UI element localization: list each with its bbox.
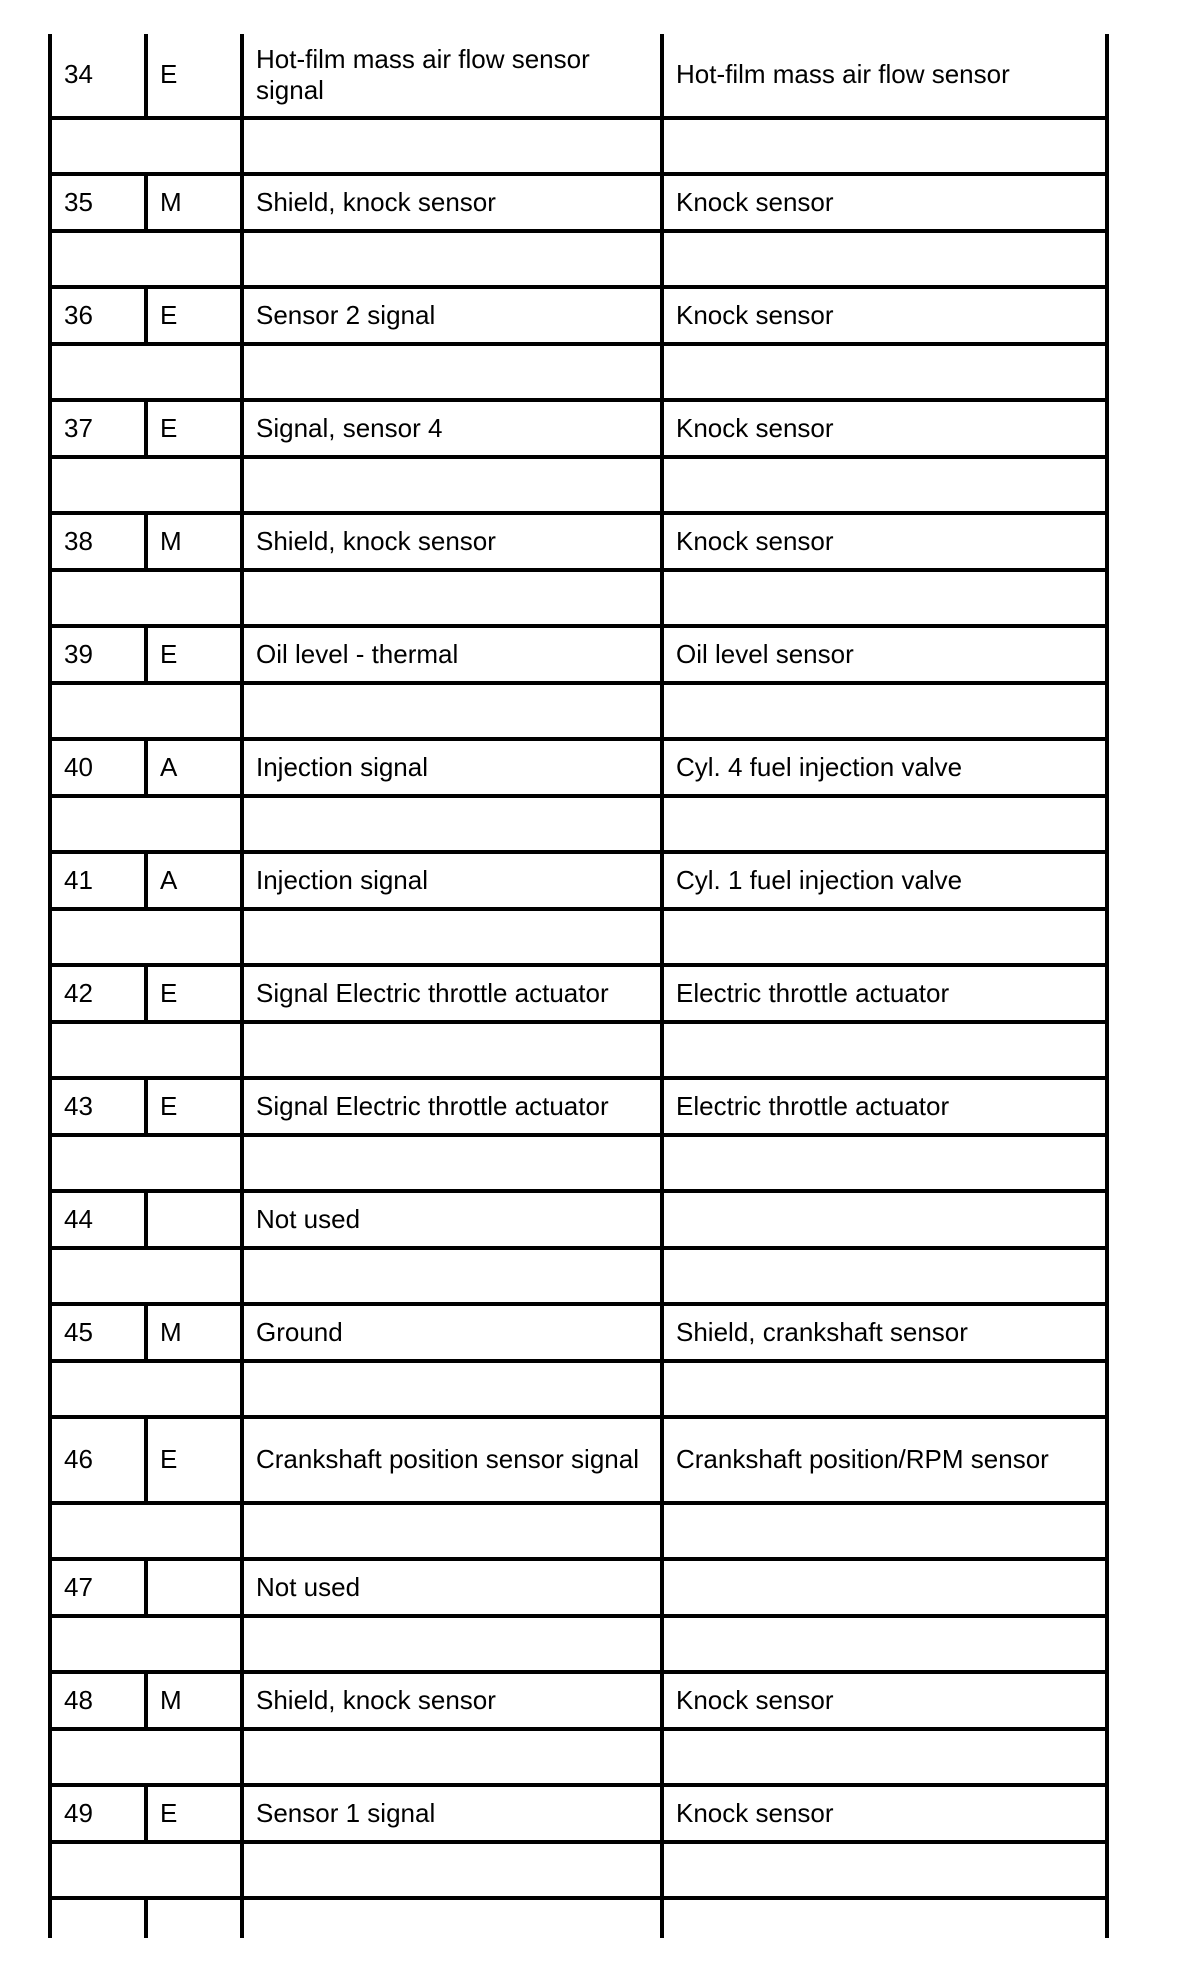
spacer-cell xyxy=(50,231,242,287)
pin-number-cell: 45 xyxy=(50,1304,146,1361)
spacer-cell xyxy=(50,1135,242,1191)
component-cell xyxy=(662,1559,1107,1616)
description-cell: Shield, knock sensor xyxy=(242,513,662,570)
spacer-cell xyxy=(662,231,1107,287)
spacer-row xyxy=(50,909,1107,965)
component-cell: Shield, crankshaft sensor xyxy=(662,1304,1107,1361)
signal-type-cell: E xyxy=(146,965,242,1022)
spacer-cell xyxy=(50,1248,242,1304)
description-cell: Ground xyxy=(242,1304,662,1361)
component-cell: Knock sensor xyxy=(662,1785,1107,1842)
pin-number-cell: 48 xyxy=(50,1672,146,1729)
pin-number-cell: 37 xyxy=(50,400,146,457)
spacer-cell xyxy=(242,796,662,852)
spacer-cell xyxy=(242,1248,662,1304)
table-row xyxy=(50,852,1107,909)
spacer-cell xyxy=(242,909,662,965)
spacer-cell xyxy=(242,1842,662,1898)
continuation-cell xyxy=(662,1898,1107,1938)
continuation-cell xyxy=(242,1898,662,1938)
component-cell: Electric throttle actuator xyxy=(662,1078,1107,1135)
spacer-row xyxy=(50,1616,1107,1672)
spacer-cell xyxy=(662,1842,1107,1898)
pin-number-cell: 40 xyxy=(50,739,146,796)
table-row xyxy=(50,626,1107,683)
table-row xyxy=(50,1304,1107,1361)
pin-assignment-table xyxy=(48,34,1109,1938)
pin-table-body xyxy=(50,34,1107,1938)
spacer-cell xyxy=(662,1248,1107,1304)
table-row xyxy=(50,34,1107,118)
description-cell: Sensor 1 signal xyxy=(242,1785,662,1842)
spacer-row xyxy=(50,1022,1107,1078)
pin-number-cell: 42 xyxy=(50,965,146,1022)
spacer-row xyxy=(50,231,1107,287)
spacer-cell xyxy=(50,1616,242,1672)
pin-number-cell: 39 xyxy=(50,626,146,683)
spacer-cell xyxy=(242,1503,662,1559)
signal-type-cell: E xyxy=(146,1078,242,1135)
table-row xyxy=(50,965,1107,1022)
spacer-cell xyxy=(662,1503,1107,1559)
component-cell: Electric throttle actuator xyxy=(662,965,1107,1022)
component-cell: Knock sensor xyxy=(662,400,1107,457)
signal-type-cell: A xyxy=(146,739,242,796)
spacer-cell xyxy=(662,1616,1107,1672)
component-cell: Hot-film mass air flow sensor xyxy=(662,34,1107,118)
signal-type-cell: E xyxy=(146,34,242,118)
spacer-cell xyxy=(242,1022,662,1078)
spacer-row xyxy=(50,1248,1107,1304)
spacer-cell xyxy=(662,683,1107,739)
spacer-cell xyxy=(662,344,1107,400)
component-cell: Knock sensor xyxy=(662,1672,1107,1729)
pin-number-cell: 35 xyxy=(50,174,146,231)
component-cell: Oil level sensor xyxy=(662,626,1107,683)
description-cell: Crankshaft position sensor signal xyxy=(242,1417,662,1503)
description-cell: Signal, sensor 4 xyxy=(242,400,662,457)
table-row xyxy=(50,1559,1107,1616)
spacer-cell xyxy=(242,118,662,174)
spacer-cell xyxy=(50,570,242,626)
spacer-cell xyxy=(50,909,242,965)
spacer-cell xyxy=(242,344,662,400)
spacer-cell xyxy=(662,1729,1107,1785)
spacer-cell xyxy=(50,1503,242,1559)
pin-number-cell: 47 xyxy=(50,1559,146,1616)
continuation-cell xyxy=(50,1898,146,1938)
spacer-cell xyxy=(50,683,242,739)
spacer-cell xyxy=(662,796,1107,852)
signal-type-cell: E xyxy=(146,1785,242,1842)
pin-number-cell: 46 xyxy=(50,1417,146,1503)
spacer-row xyxy=(50,1842,1107,1898)
component-cell: Knock sensor xyxy=(662,174,1107,231)
table-row xyxy=(50,513,1107,570)
spacer-cell xyxy=(242,683,662,739)
spacer-cell xyxy=(662,457,1107,513)
component-cell: Cyl. 1 fuel injection valve xyxy=(662,852,1107,909)
description-cell: Sensor 2 signal xyxy=(242,287,662,344)
table-row xyxy=(50,1078,1107,1135)
description-cell: Signal Electric throttle actuator xyxy=(242,965,662,1022)
pin-number-cell: 34 xyxy=(50,34,146,118)
signal-type-cell: M xyxy=(146,174,242,231)
signal-type-cell xyxy=(146,1559,242,1616)
pin-number-cell: 41 xyxy=(50,852,146,909)
table-row xyxy=(50,1191,1107,1248)
spacer-cell xyxy=(662,1135,1107,1191)
spacer-cell xyxy=(662,1361,1107,1417)
spacer-row xyxy=(50,1729,1107,1785)
component-cell: Knock sensor xyxy=(662,513,1107,570)
spacer-row xyxy=(50,683,1107,739)
table-row xyxy=(50,739,1107,796)
signal-type-cell xyxy=(146,1191,242,1248)
signal-type-cell: E xyxy=(146,400,242,457)
signal-type-cell: M xyxy=(146,1672,242,1729)
spacer-row xyxy=(50,570,1107,626)
spacer-cell xyxy=(50,344,242,400)
spacer-row xyxy=(50,344,1107,400)
table-row xyxy=(50,1417,1107,1503)
description-cell: Oil level - thermal xyxy=(242,626,662,683)
spacer-cell xyxy=(662,909,1107,965)
pin-number-cell: 43 xyxy=(50,1078,146,1135)
spacer-cell xyxy=(242,231,662,287)
spacer-cell xyxy=(242,1135,662,1191)
spacer-cell xyxy=(50,1842,242,1898)
description-cell: Shield, knock sensor xyxy=(242,1672,662,1729)
description-cell: Not used xyxy=(242,1191,662,1248)
spacer-cell xyxy=(242,1361,662,1417)
spacer-cell xyxy=(50,118,242,174)
spacer-cell xyxy=(662,118,1107,174)
spacer-row xyxy=(50,1361,1107,1417)
component-cell: Cyl. 4 fuel injection valve xyxy=(662,739,1107,796)
description-cell: Injection signal xyxy=(242,739,662,796)
spacer-cell xyxy=(50,1361,242,1417)
pin-number-cell: 44 xyxy=(50,1191,146,1248)
component-cell xyxy=(662,1191,1107,1248)
spacer-row xyxy=(50,1135,1107,1191)
spacer-row xyxy=(50,1503,1107,1559)
spacer-cell xyxy=(50,796,242,852)
component-cell: Knock sensor xyxy=(662,287,1107,344)
signal-type-cell: E xyxy=(146,626,242,683)
description-cell: Injection signal xyxy=(242,852,662,909)
table-continuation-row xyxy=(50,1898,1107,1938)
spacer-cell xyxy=(662,570,1107,626)
table-row xyxy=(50,1785,1107,1842)
description-cell: Hot-film mass air flow sensor signal xyxy=(242,34,662,118)
continuation-cell xyxy=(146,1898,242,1938)
component-cell: Crankshaft position/RPM sensor xyxy=(662,1417,1107,1503)
spacer-row xyxy=(50,457,1107,513)
description-cell: Not used xyxy=(242,1559,662,1616)
spacer-cell xyxy=(242,1729,662,1785)
table-row xyxy=(50,1672,1107,1729)
signal-type-cell: A xyxy=(146,852,242,909)
spacer-cell xyxy=(50,1022,242,1078)
signal-type-cell: E xyxy=(146,1417,242,1503)
table-row xyxy=(50,287,1107,344)
description-cell: Shield, knock sensor xyxy=(242,174,662,231)
pin-number-cell: 36 xyxy=(50,287,146,344)
table-row xyxy=(50,400,1107,457)
pin-number-cell: 38 xyxy=(50,513,146,570)
table-row xyxy=(50,174,1107,231)
description-cell: Signal Electric throttle actuator xyxy=(242,1078,662,1135)
spacer-cell xyxy=(242,570,662,626)
spacer-cell xyxy=(50,457,242,513)
spacer-cell xyxy=(662,1022,1107,1078)
signal-type-cell: M xyxy=(146,1304,242,1361)
spacer-row xyxy=(50,118,1107,174)
spacer-cell xyxy=(242,1616,662,1672)
spacer-cell xyxy=(242,457,662,513)
pin-number-cell: 49 xyxy=(50,1785,146,1842)
signal-type-cell: M xyxy=(146,513,242,570)
signal-type-cell: E xyxy=(146,287,242,344)
spacer-row xyxy=(50,796,1107,852)
spacer-cell xyxy=(50,1729,242,1785)
